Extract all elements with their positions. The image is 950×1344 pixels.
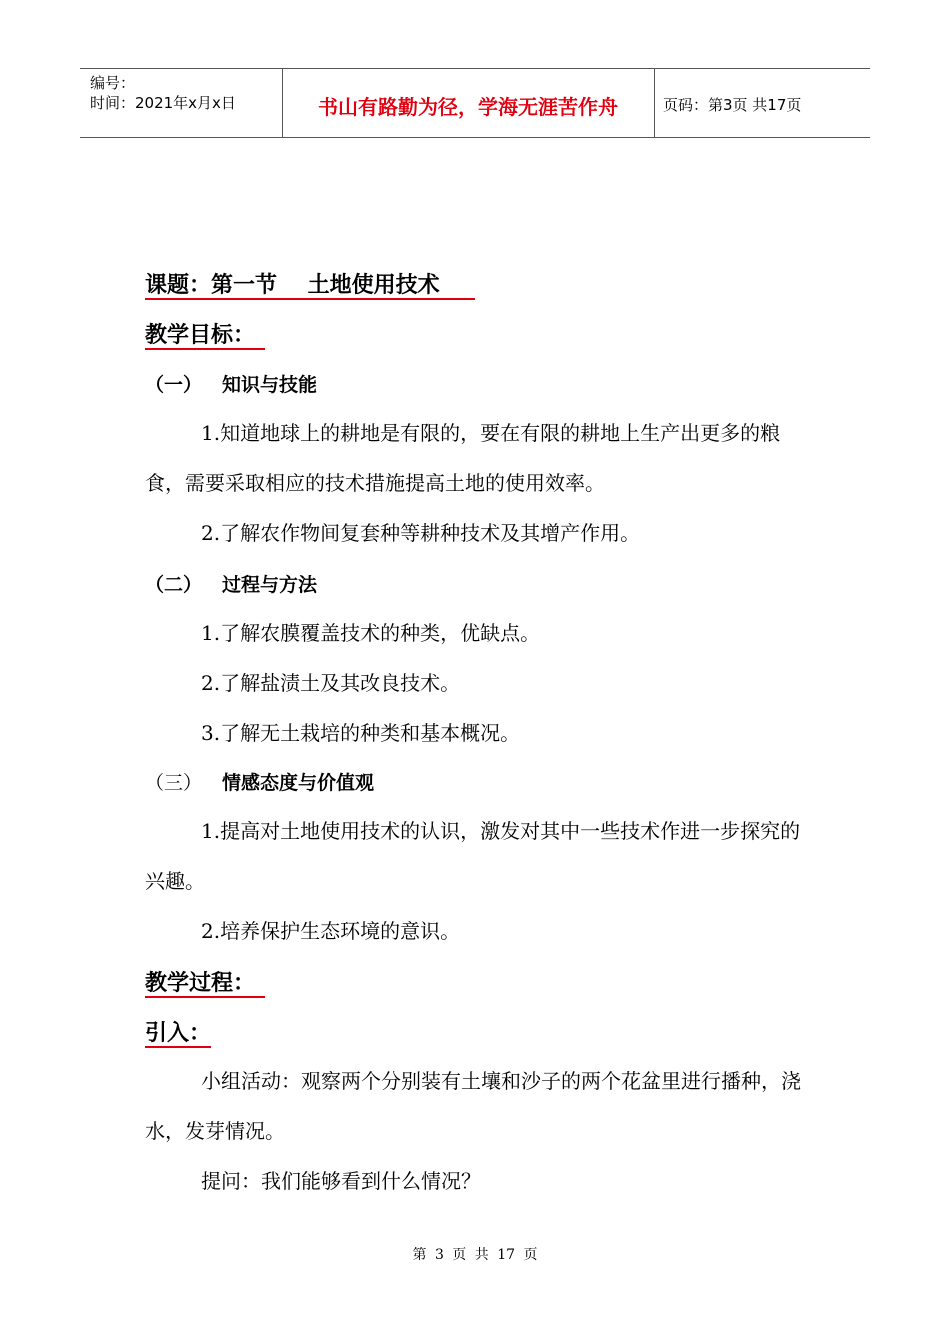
- lesson-title-text: 课题：第一节 土地使用技术: [145, 272, 440, 298]
- section3-item-text: 2.培养保护生态环境的意识。: [201, 919, 461, 943]
- lesson-title: [145, 268, 440, 299]
- intro-paragraph-text: 提问：我们能够看到什么情况？: [201, 1169, 481, 1193]
- section2-item-text: 3.了解无土栽培的种类和基本概况。: [201, 721, 521, 745]
- section1-heading: [145, 370, 317, 397]
- number-label: 编号：: [90, 74, 136, 92]
- header-divider: [654, 69, 655, 137]
- section1-number: （一）: [145, 374, 203, 396]
- header-page-info: 页码：第3页 共17页: [663, 96, 802, 114]
- objectives-heading: [145, 318, 255, 349]
- section3-item: [145, 806, 815, 906]
- process-underline: [145, 996, 265, 998]
- intro-paragraph-text: 小组活动：观察两个分别装有土壤和沙子的两个花盆里进行播种，浇水，发芽情况。: [145, 1069, 801, 1143]
- title-underline: [145, 298, 475, 300]
- section1-item: [145, 408, 815, 508]
- intro-paragraph: [145, 1056, 815, 1156]
- section2-number: （二）: [145, 574, 203, 596]
- section2-item: [145, 608, 815, 658]
- section2-title: 过程与方法: [222, 574, 318, 596]
- intro-heading-text: 引入：: [145, 1020, 212, 1046]
- intro-underline: [145, 1046, 211, 1048]
- page-footer: 第 3 页 共 17 页: [412, 1247, 538, 1263]
- date-label: 时间：2021年x月x日: [90, 94, 236, 112]
- section3-heading: [145, 768, 374, 795]
- section3-title: 情感态度与价值观: [222, 772, 375, 794]
- document-header: [80, 68, 870, 138]
- header-motto: 书山有路勤为径，学海无涯苦作舟: [318, 95, 618, 119]
- section2-item-text: 1.了解农膜覆盖技术的种类，优缺点。: [201, 621, 541, 645]
- section3-number: （三）: [145, 772, 203, 794]
- process-heading: [145, 966, 255, 997]
- section3-item: [145, 906, 815, 956]
- objectives-underline: [145, 348, 265, 350]
- process-heading-text: 教学过程：: [145, 970, 256, 996]
- section2-item-text: 2.了解盐渍土及其改良技术。: [201, 671, 461, 695]
- intro-paragraph: [145, 1156, 815, 1206]
- section2-item: [145, 708, 815, 758]
- section1-item-text: 2.了解农作物间复套种等耕种技术及其增产作用。: [201, 521, 641, 545]
- section1-item: [145, 508, 815, 558]
- header-meta: [90, 73, 236, 113]
- section3-item-text: 1.提高对土地使用技术的认识，激发对其中一些技术作进一步探究的兴趣。: [145, 819, 801, 893]
- section1-title: 知识与技能: [222, 374, 318, 396]
- section2-heading: [145, 570, 317, 597]
- objectives-heading-text: 教学目标：: [145, 322, 256, 348]
- intro-heading: [145, 1016, 211, 1047]
- section1-item-text: 1.知道地球上的耕地是有限的，要在有限的耕地上生产出更多的粮食，需要采取相应的技术措施提高土地的使用效率。: [145, 421, 781, 495]
- section2-item: [145, 658, 815, 708]
